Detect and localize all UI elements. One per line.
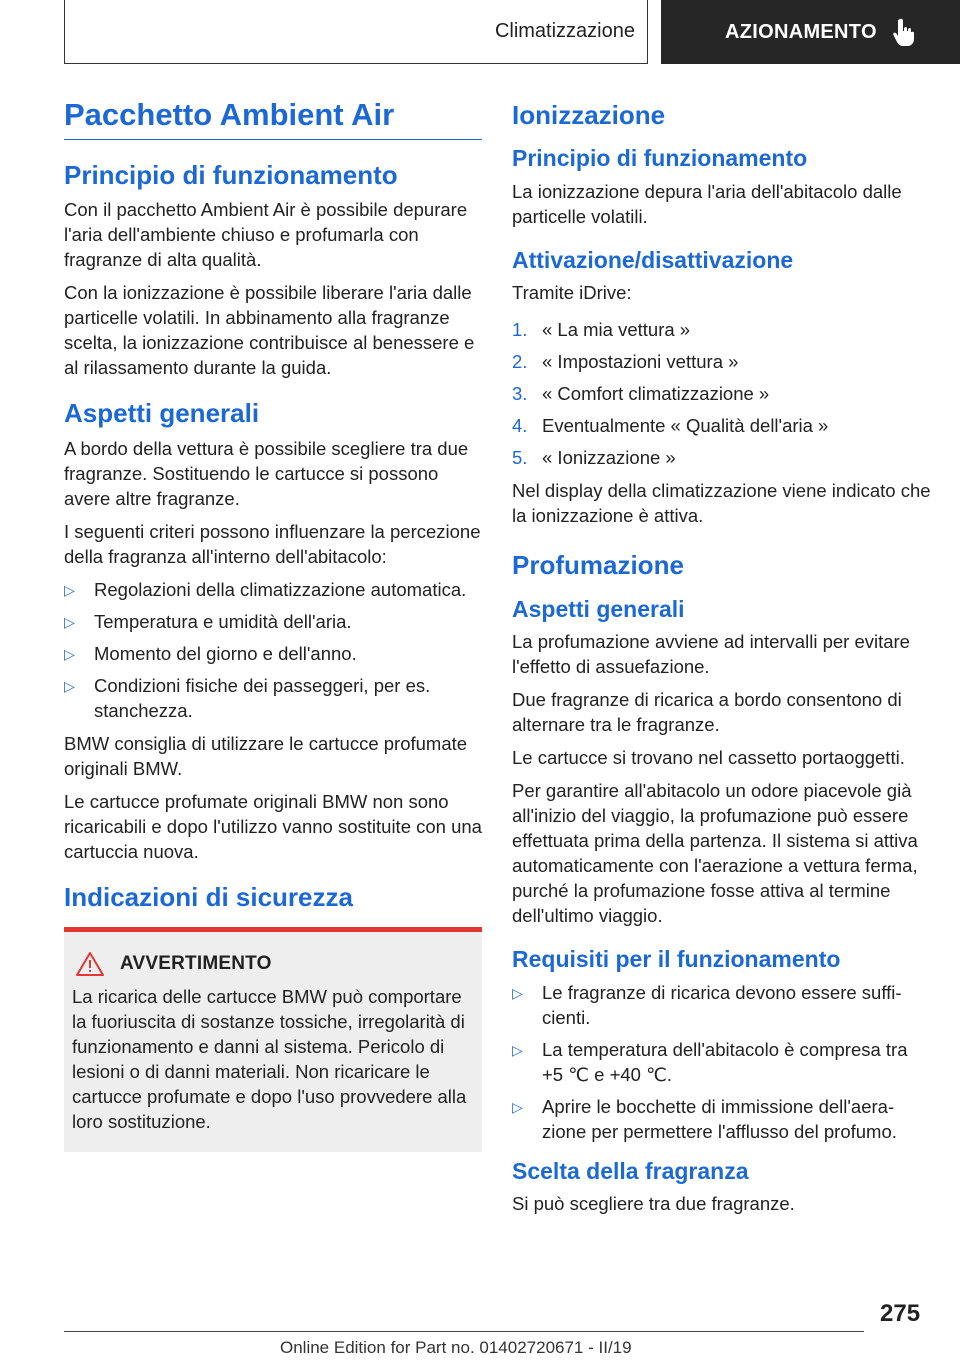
step-text: « Ionizzazione »	[542, 447, 676, 469]
header-section-label: Climatizzazione	[494, 20, 635, 42]
list-item	[64, 577, 482, 602]
list-item-text: Condizioni fisiche dei passeggeri, per es. stanchezza.	[94, 674, 431, 721]
list-item-text: Momento del giorno e dell'anno.	[94, 642, 357, 664]
paragraph: Due fragranze di ricarica a bordo consentono di alternare tra le fragranze.	[512, 689, 902, 736]
paragraph: Le cartucce si trovano nel cassetto portaoggetti.	[512, 747, 905, 769]
section-heading-principio: Principio di funzionamento	[64, 160, 398, 191]
bullet-triangle-icon: ▷	[512, 1098, 523, 1115]
bullet-triangle-icon: ▷	[512, 1041, 523, 1058]
bullet-triangle-icon: ▷	[64, 645, 75, 662]
idrive-steps	[512, 317, 932, 470]
warning-text: La ricarica delle cartucce BMW può comportare la fuoriuscita di sostanze tossiche, irregolarità di funzionamento e danni al sistema. Pericolo di lesioni o di danni materiali. Non ricaricare le cartucce profumate e dopo l'uso provvedere alla loro sostituzione.	[72, 985, 467, 1132]
footer-divider	[64, 1331, 864, 1332]
list-item-text: La temperatura dell'abitacolo è compresa tra +5 ℃ e +40 ℃.	[542, 1038, 908, 1085]
left-column	[64, 96, 482, 1152]
header-chapter-label: AZIONAMENTO	[725, 20, 877, 43]
footer-edition: Online Edition for Part no. 01402720671 - II/19	[280, 1338, 632, 1357]
step-number: 1.	[512, 319, 528, 341]
right-column	[512, 100, 932, 1224]
list-item-text: Le fragranze di ricarica devono essere sufficienti.	[542, 981, 902, 1028]
subheading-aspetti: Aspetti generali	[512, 595, 685, 622]
requisiti-list	[512, 980, 932, 1144]
step-text: « La mia vettura »	[542, 319, 691, 341]
header-chapter	[661, 0, 960, 64]
warning-triangle-icon	[76, 952, 104, 976]
subheading-attivazione: Attivazione/disattivazione	[512, 246, 794, 273]
list-item-text: Regolazioni della climatizzazione automatica.	[94, 578, 467, 600]
step-number: 4.	[512, 415, 528, 437]
subheading-principio: Principio di funzionamento	[512, 145, 808, 172]
paragraph: Si può scegliere tra due fragranze.	[512, 1193, 795, 1215]
warning-title: AVVERTIMENTO	[120, 952, 272, 974]
criteria-list	[64, 577, 482, 723]
list-item	[64, 641, 482, 666]
step-item	[512, 349, 932, 374]
pointing-hand-icon	[891, 17, 915, 47]
section-heading-ionizzazione: Ionizzazione	[512, 100, 666, 130]
bullet-triangle-icon: ▷	[64, 677, 75, 694]
step-item	[512, 445, 932, 470]
paragraph: Le cartucce profumate originali BMW non sono ricaricabili e dopo l'utilizzo vanno sostituite con una cartuccia nuova.	[64, 790, 482, 862]
section-heading-sicurezza: Indicazioni di sicurezza	[64, 881, 353, 912]
subheading-requisiti: Requisiti per il funzionamento	[512, 946, 841, 973]
bullet-triangle-icon: ▷	[64, 613, 75, 630]
list-item-text: Aprire le bocchette di immissione dell'aerazione per permettere l'afflusso del profumo.	[542, 1095, 897, 1142]
header-section	[64, 0, 648, 64]
page-number: 275	[880, 1300, 921, 1327]
list-item	[64, 609, 482, 634]
list-item	[64, 673, 482, 723]
warning-header	[72, 952, 474, 976]
paragraph: I seguenti criteri possono influenzare la percezione della fragranza all'interno dell'abitacolo:	[64, 520, 481, 567]
step-number: 2.	[512, 351, 528, 373]
list-item	[512, 980, 932, 1030]
paragraph: Con il pacchetto Ambient Air è possibile depurare l'aria dell'ambiente chiuso e profumarla con fragranze di alta qualità.	[64, 199, 468, 271]
bullet-triangle-icon: ▷	[64, 581, 75, 598]
step-item	[512, 413, 932, 438]
list-item-text: Temperatura e umidità dell'aria.	[94, 610, 352, 632]
paragraph: BMW consiglia di utilizzare le cartucce profumate originali BMW.	[64, 732, 468, 779]
step-number: 3.	[512, 383, 528, 405]
step-text: « Comfort climatizzazione »	[542, 383, 770, 405]
step-number: 5.	[512, 447, 528, 469]
paragraph: Per garantire all'abitacolo un odore piacevole già all'inizio del viaggio, la profumazione può essere effettuata prima della partenza. Il sistema si attiva automaticamente con l'aerazione a vettura ferma, purché la profumazione fosse attiva al termine dell'ultimo viaggio.	[512, 780, 918, 927]
step-text: « Impostazioni vettura »	[542, 351, 739, 373]
step-item	[512, 317, 932, 342]
paragraph: Con la ionizzazione è possibile liberare l'aria dalle particelle volatili. In abbinamento alla fragranze scelta, la ionizzazione contribuisce al benessere e al rilassamento durante la guida.	[64, 282, 475, 379]
bullet-triangle-icon: ▷	[512, 984, 523, 1001]
list-item	[512, 1094, 932, 1144]
step-text: Eventualmente « Qualità dell'aria »	[542, 415, 829, 437]
section-heading-aspetti: Aspetti generali	[64, 398, 260, 429]
page-title: Pacchetto Ambient Air	[64, 96, 482, 140]
section-heading-profumazione: Profumazione	[512, 550, 684, 581]
paragraph: La ionizzazione depura l'aria dell'abitacolo dalle particelle volatili.	[512, 180, 902, 227]
subheading-scelta: Scelta della fragranza	[512, 1157, 749, 1184]
paragraph: Nel display della climatizzazione viene indicato che la ionizzazione è attiva.	[512, 480, 931, 527]
list-item	[512, 1037, 932, 1087]
paragraph: La profumazione avviene ad intervalli per evitare l'effetto di assuefazione.	[512, 631, 910, 678]
paragraph: Tramite iDrive:	[512, 282, 632, 304]
step-item	[512, 381, 932, 406]
paragraph: A bordo della vettura è possibile scegliere tra due fragranze. Sostituendo le cartucce si possono avere altre fragranze.	[64, 437, 469, 509]
warning-box	[64, 927, 482, 1152]
